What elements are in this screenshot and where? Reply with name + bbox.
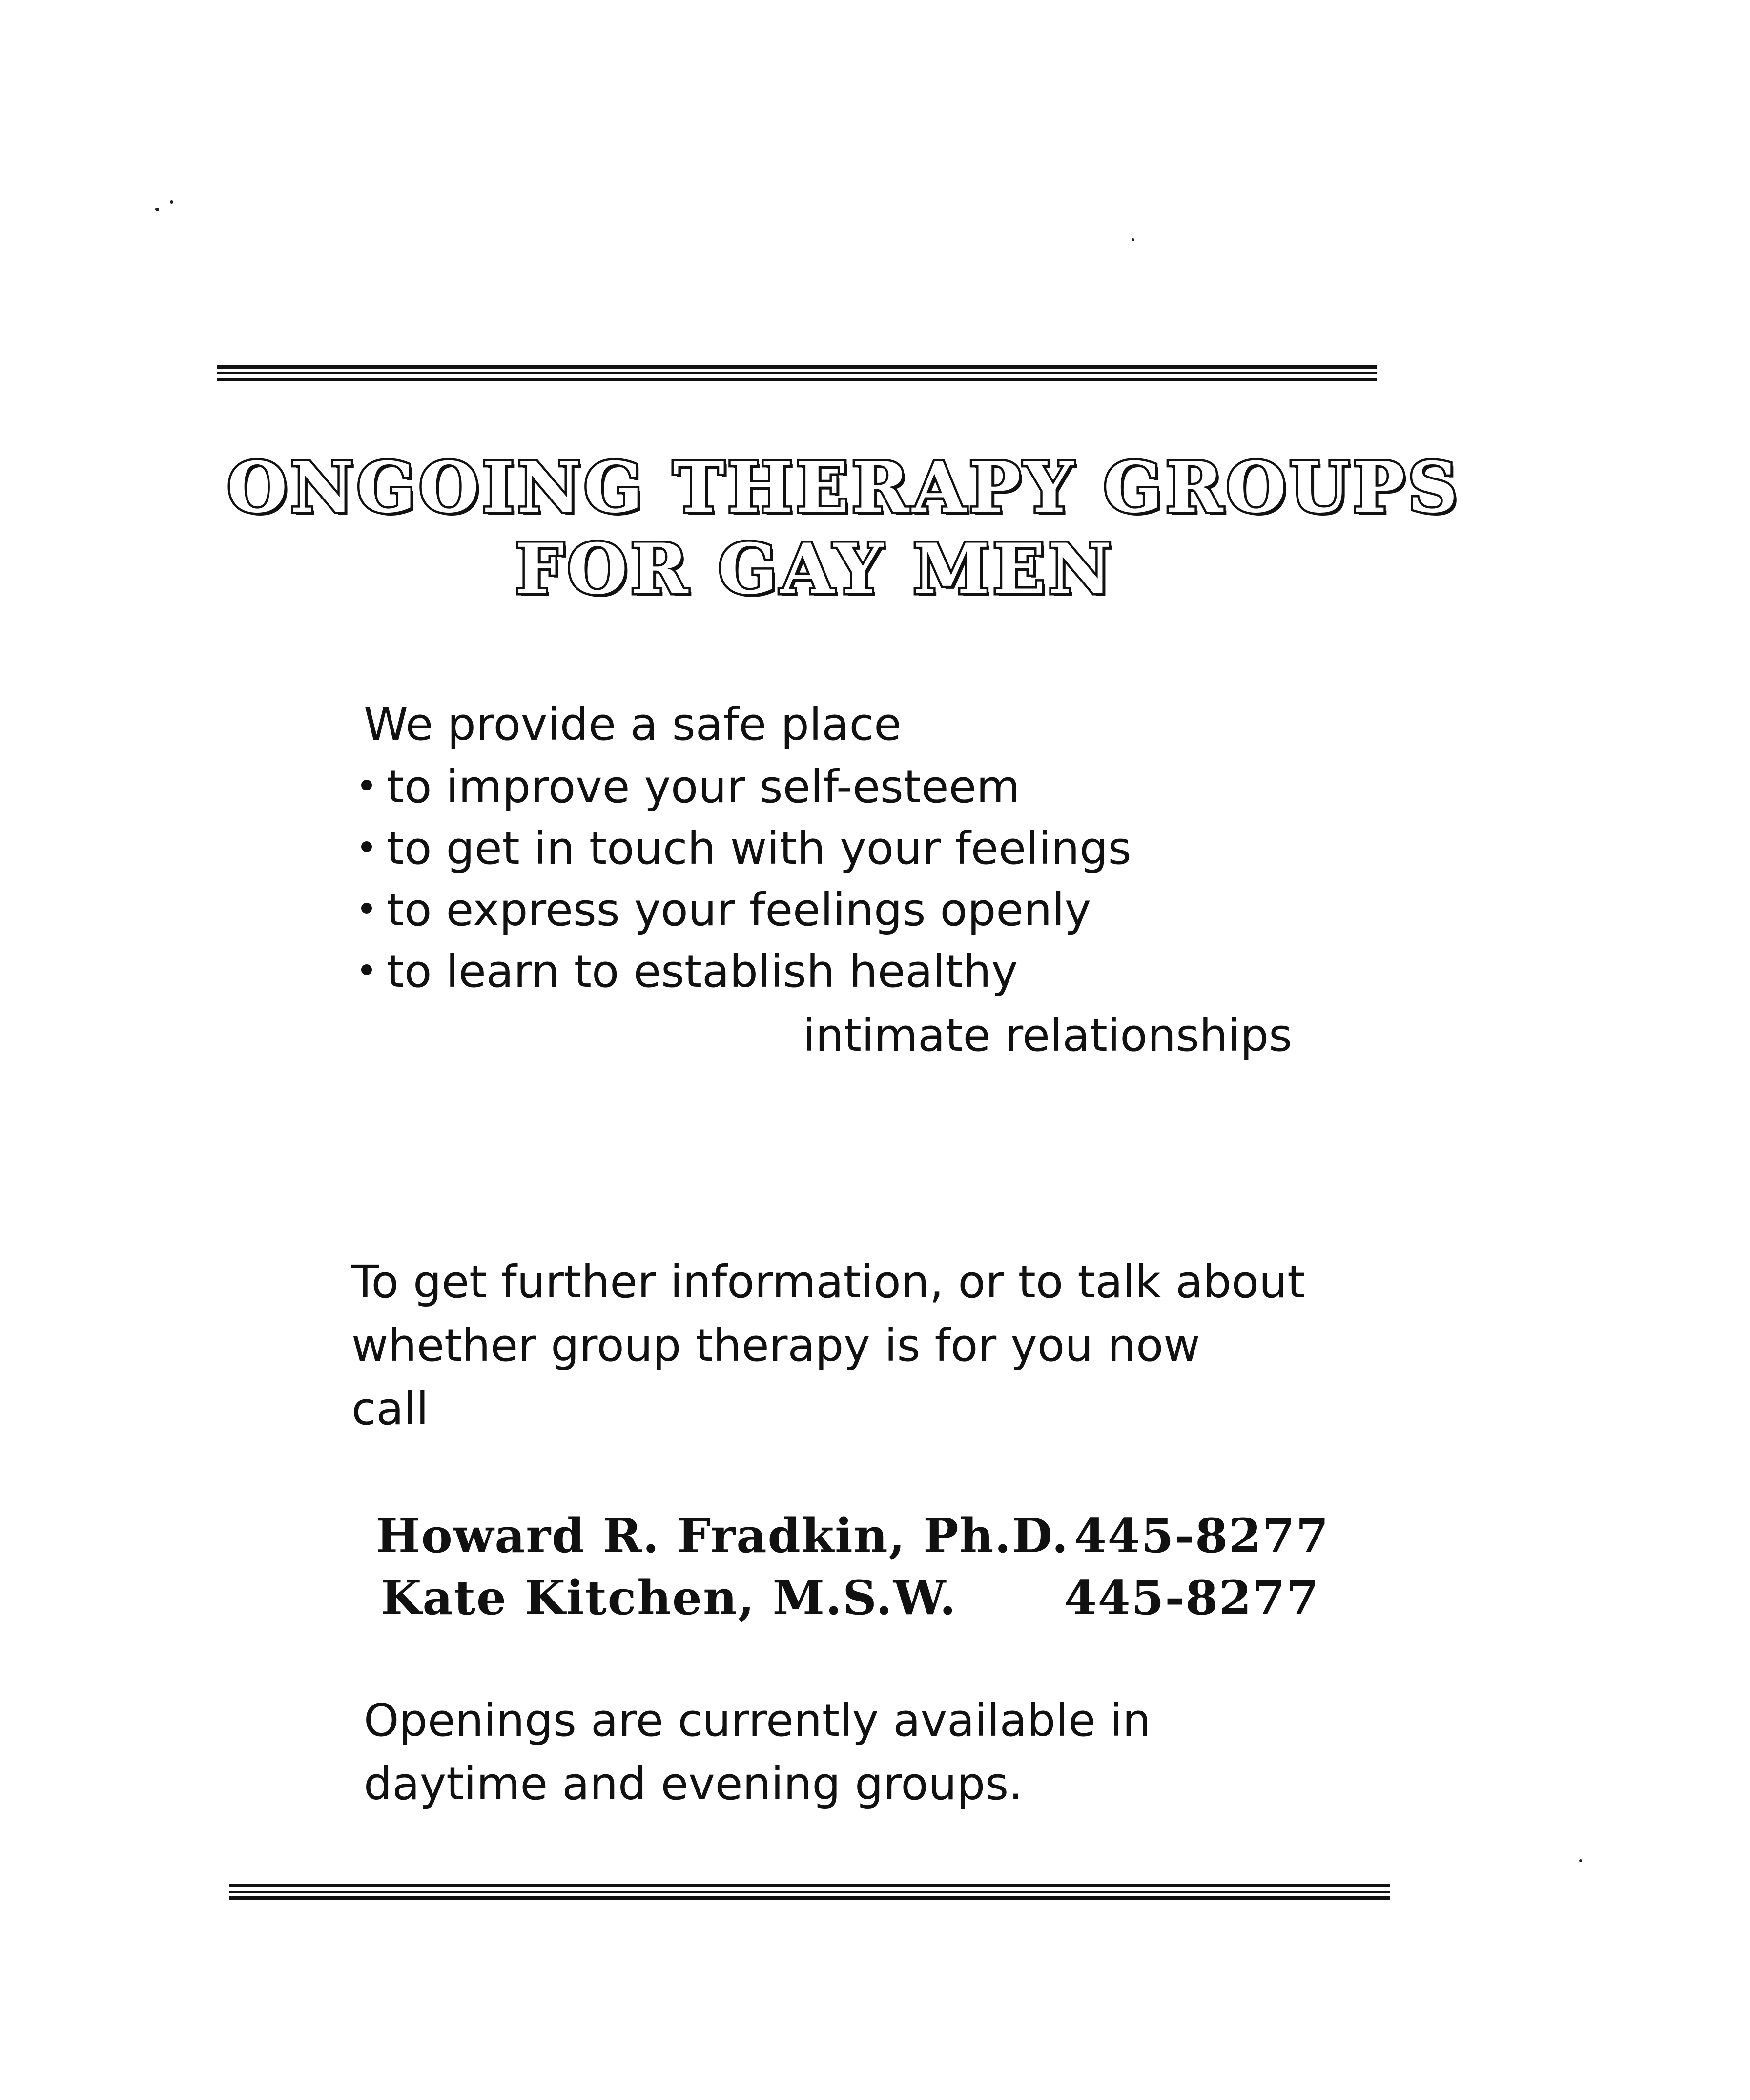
bullet-dot-icon — [361, 903, 372, 914]
scan-speck — [155, 208, 159, 211]
list-item-text: to learn to establish healthy — [387, 945, 1018, 998]
contact-phone: 445-8277 — [1074, 1508, 1330, 1563]
list-item-continuation: intimate relationships — [803, 1009, 1293, 1061]
openings-text-line-2: daytime and evening groups. — [364, 1758, 1023, 1810]
info-text-line-2: whether group therapy is for you now — [351, 1319, 1200, 1372]
intro-text: We provide a safe place — [364, 698, 902, 750]
list-item — [361, 884, 1132, 949]
contact-phone: 445-8277 — [1064, 1570, 1320, 1625]
list-item-text: to express your feelings openly — [387, 884, 1091, 936]
contact-name: Kate Kitchen, M.S.W. — [381, 1570, 957, 1625]
benefits-list — [361, 761, 1132, 1011]
list-item-text: to improve your self-esteem — [387, 761, 1020, 813]
list-item-text: to get in touch with your feelings — [387, 822, 1132, 874]
bullet-dot-icon — [361, 964, 372, 975]
bullet-dot-icon — [361, 780, 372, 790]
bullet-dot-icon — [361, 841, 372, 852]
scan-speck — [170, 200, 173, 204]
list-item — [361, 822, 1132, 888]
list-item — [361, 761, 1132, 826]
scan-speck — [1579, 1859, 1582, 1862]
headline-line-1: ONGOING THERAPY GROUPS — [227, 447, 1461, 528]
contact-name: Howard R. Fradkin, Ph.D. — [376, 1508, 1069, 1563]
openings-text-line-1: Openings are currently available in — [364, 1694, 1151, 1747]
scan-speck — [1132, 238, 1134, 241]
info-text-line-3: call — [351, 1383, 429, 1435]
info-text-line-1: To get further information, or to talk about — [351, 1256, 1305, 1308]
list-item — [361, 945, 1132, 1011]
headline-line-2: FOR GAY MEN — [515, 529, 1115, 610]
